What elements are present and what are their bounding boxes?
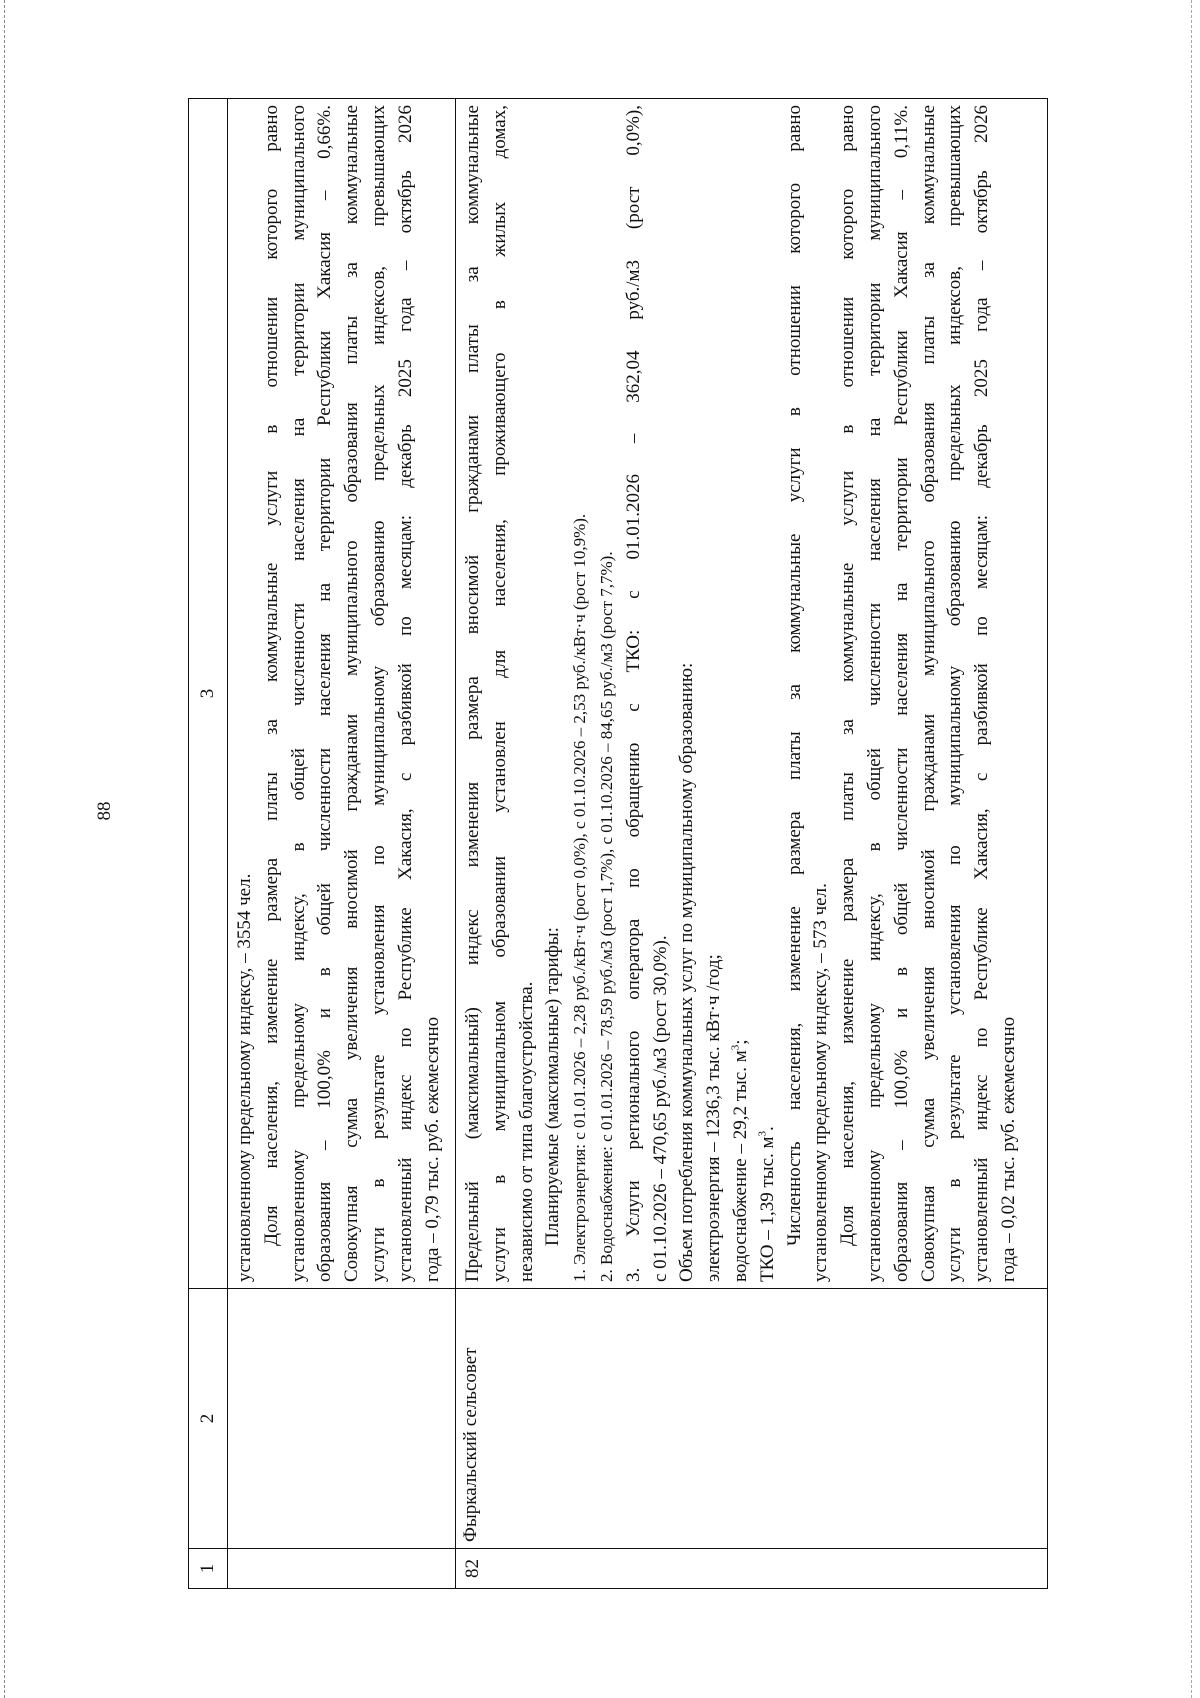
- text-line: установленный индекс по Республике Хакасия, с разбивкой по месяцам: декабрь 2025 года – октябрь 2026: [394, 105, 416, 1282]
- row-text-cell: [228, 99, 456, 1289]
- text-line: с 01.10.2026 – 470,65 руб./м3 (рост 30,0%).: [649, 935, 671, 1282]
- superscript-3: 3: [729, 1044, 742, 1051]
- text-line: установленный индекс по Республике Хакасия, с разбивкой по месяцам: декабрь 2025 года – октябрь 2026: [971, 105, 993, 1282]
- header-col-3: 3: [189, 99, 228, 1289]
- scan-edge-left: [0, 0, 5, 1698]
- rotated-table-container: [188, 99, 1048, 1589]
- text-line: года – 0,02 тыс. руб. ежемесячно: [997, 1016, 1019, 1282]
- text-line: года – 0,79 тыс. руб. ежемесячно: [421, 1016, 443, 1282]
- text-line: установленному предельному индексу, – 573 чел.: [810, 883, 832, 1282]
- text-line: Доля населения, изменение размера платы за коммунальные услуги в отношении которого равно: [260, 105, 282, 1246]
- page-number: 88: [94, 801, 115, 821]
- header-col-2: 2: [189, 1289, 228, 1549]
- text-line-water: водоснабжение – 29,2 тыс. м: [729, 1050, 751, 1282]
- text-line: 2. Водоснабжение: с 01.01.2026 – 78,59 руб./м3 (рост 1,7%), с 01.10.2026 – 84,65 руб./м3 (рост 7,7%).: [596, 551, 616, 1282]
- superscript-3: 3: [756, 1130, 769, 1137]
- text-line: образования – 100,0% и в общей численности населения на территории Республики Хакасия – 0,11%.: [890, 105, 912, 1282]
- text-line: услуги в результате установления по муниципальному образованию предельных индексов, превышающих: [367, 105, 389, 1282]
- scan-edge-right: [1190, 0, 1192, 1698]
- text-line: установленному предельному индексу, в общей численности населения на территории муниципального: [287, 105, 309, 1282]
- dot: .: [756, 1126, 778, 1131]
- text-line: Предельный (максимальный) индекс изменения размера вносимой гражданами платы за коммунальные: [462, 105, 483, 1282]
- text-line: электроэнергия – 1236,3 тыс. кВт·ч /год;: [703, 954, 725, 1282]
- table-row-continuation: [228, 99, 456, 1589]
- table-header-row: [189, 99, 228, 1589]
- text-line: Совокупная сумма увеличения вносимой гражданами муниципального образования платы за коммунальные: [341, 105, 363, 1282]
- text-line: 3. Услуги регионального оператора по обращению с ТКО: с 01.01.2026 – 362,04 руб./м3 (рост 0,0%),: [622, 105, 644, 1282]
- municipality-name: Фыркальский сельсовет: [456, 1289, 1048, 1549]
- table-row-82: [456, 99, 1048, 1589]
- text-line: [728, 105, 755, 1282]
- text-line: установленному предельному индексу, в общей численности населения на территории муниципального: [863, 105, 885, 1282]
- text-line: Численность населения, изменение размера платы за коммунальные услуги в отношении которого равно: [783, 105, 805, 1246]
- tariff-table: [188, 98, 1048, 1589]
- semicolon: ;: [729, 1039, 751, 1045]
- text-line: независимо от типа благоустройства.: [515, 981, 537, 1282]
- header-col-1: 1: [189, 1549, 228, 1589]
- text-line: Планируемые (максимальные) тарифы:: [542, 927, 564, 1246]
- row-number-cell: [228, 1549, 456, 1589]
- row-text-cell: [456, 99, 1048, 1289]
- text-line: 1. Электроэнергия: с 01.01.2026 – 2,28 руб./кВт·ч (рост 0,0%), с 01.10.2026 – 2,53 руб./кВт·ч (рост 10,9%).: [570, 513, 590, 1282]
- text-line: услуги в муниципальном образовании установлен для населения, проживающего в жилых домах,: [488, 105, 510, 1282]
- row-name-cell: [228, 1289, 456, 1549]
- text-line: установленному предельному индексу, – 3554 чел.: [234, 873, 255, 1282]
- text-line: Совокупная сумма увеличения вносимой гражданами муниципального образования платы за коммунальные: [917, 105, 939, 1282]
- text-line: [755, 105, 782, 1282]
- text-line: услуги в результате установления по муниципальному образованию предельных индексов, превышающих: [944, 105, 966, 1282]
- text-line: Доля населения, изменение размера платы за коммунальные услуги в отношении которого равно: [837, 105, 859, 1246]
- text-line-tko: ТКО – 1,39 тыс. м: [756, 1136, 778, 1282]
- row-number-cell: 82: [456, 1549, 1048, 1589]
- text-line: образования – 100,0% и в общей численности населения на территории Республики Хакасия – 0,66%.: [314, 105, 336, 1282]
- text-line: Объем потребления коммунальных услуг по муниципальному образованию:: [676, 662, 698, 1282]
